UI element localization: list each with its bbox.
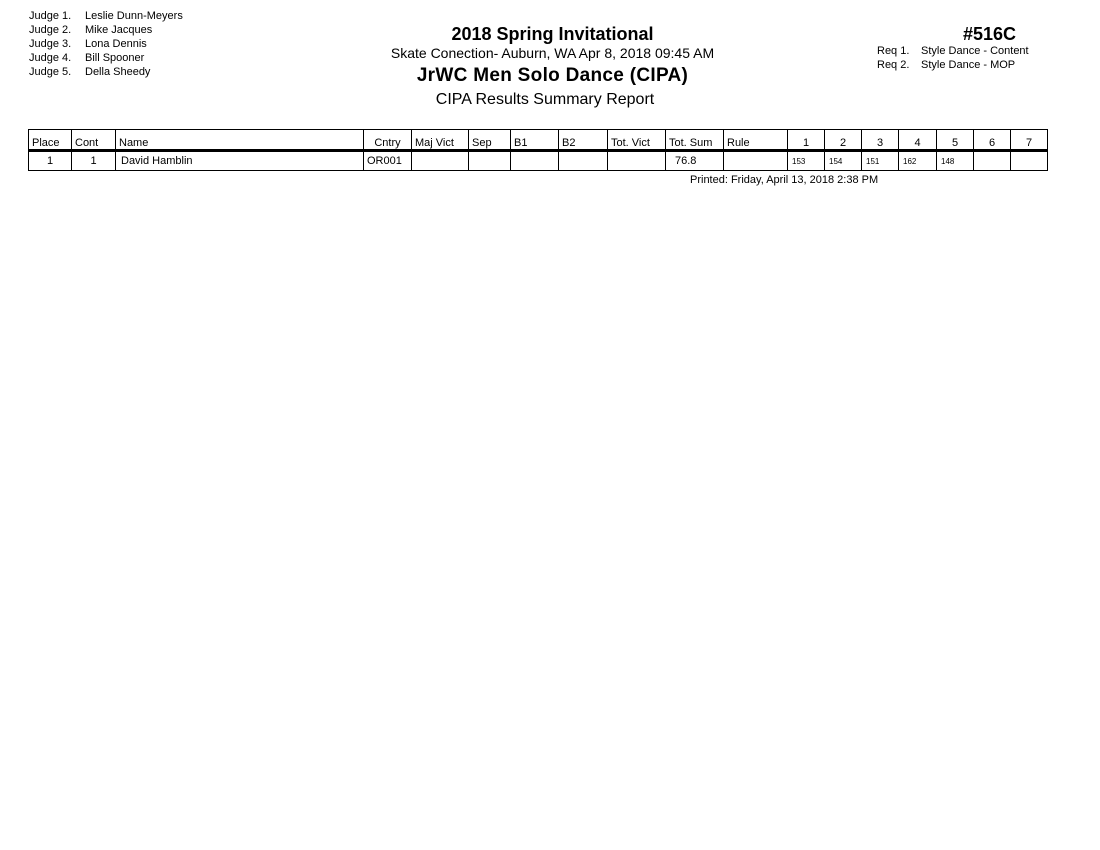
cell-place: 1 [29,151,72,171]
judge-name: Bill Spooner [85,52,145,64]
cell-judge-7 [1011,151,1048,171]
cell-judge-1: 153 [788,151,825,171]
cell-tot-vict [608,151,666,171]
cell-tot-sum: 76.8 [666,151,724,171]
col-judge-5: 5 [937,130,974,151]
col-judge-4: 4 [899,130,937,151]
cell-b1 [511,151,559,171]
venue-date: Skate Conection- Auburn, WA Apr 8, 2018 09:45 AM [390,45,715,61]
cell-judge-4: 162 [899,151,937,171]
judge-3 [29,37,183,51]
req-label: Req 1. [877,45,910,57]
col-judge-2: 2 [825,130,862,151]
cell-b2 [559,151,608,171]
judge-5 [29,65,183,79]
requirement-1 [877,44,1029,58]
col-name: Name [116,130,364,151]
judge-1 [29,9,183,23]
requirement-2 [877,58,1029,72]
col-judge-1: 1 [788,130,825,151]
judge-name: Mike Jacques [85,24,153,36]
col-b2: B2 [559,130,608,151]
judge-label: Judge 4. [29,52,72,64]
col-cont: Cont [72,130,116,151]
results-table [28,129,1048,171]
req-label: Req 2. [877,59,910,71]
event-number: #516C [963,24,1017,44]
judge-name: Lona Dennis [85,38,147,50]
col-rule: Rule [724,130,788,151]
col-tot-sum: Tot. Sum [666,130,724,151]
event-title: JrWC Men Solo Dance (CIPA) [416,65,689,86]
cell-cont: 1 [72,151,116,171]
cell-cntry: OR001 [364,151,412,171]
judge-4 [29,51,183,65]
cell-judge-6 [974,151,1011,171]
judge-name: Leslie Dunn-Meyers [85,10,183,22]
judge-2 [29,23,183,37]
judge-label: Judge 5. [29,66,72,78]
table-header-row [29,130,1048,151]
col-judge-3: 3 [862,130,899,151]
cell-judge-5: 148 [937,151,974,171]
col-sep: Sep [469,130,511,151]
judges-list [29,9,183,79]
cell-rule [724,151,788,171]
printed-timestamp: Printed: Friday, April 13, 2018 2:38 PM [690,174,879,186]
requirements-list [877,44,1029,72]
cell-judge-3: 151 [862,151,899,171]
col-place: Place [29,130,72,151]
col-judge-7: 7 [1011,130,1048,151]
col-judge-6: 6 [974,130,1011,151]
col-maj-vict: Maj Vict [412,130,469,151]
req-name: Style Dance - MOP [921,59,1016,71]
report-title: CIPA Results Summary Report [435,91,655,108]
judge-label: Judge 1. [29,10,72,22]
cell-sep [469,151,511,171]
judge-label: Judge 3. [29,38,72,50]
col-tot-vict: Tot. Vict [608,130,666,151]
cell-name: David Hamblin [116,151,364,171]
judge-name: Della Sheedy [85,66,151,78]
table-row [29,151,1048,171]
competition-title: 2018 Spring Invitational [451,24,654,44]
cell-judge-2: 154 [825,151,862,171]
judge-label: Judge 2. [29,24,72,36]
req-name: Style Dance - Content [921,45,1029,57]
col-b1: B1 [511,130,559,151]
col-cntry: Cntry [364,130,412,151]
cell-maj-vict [412,151,469,171]
